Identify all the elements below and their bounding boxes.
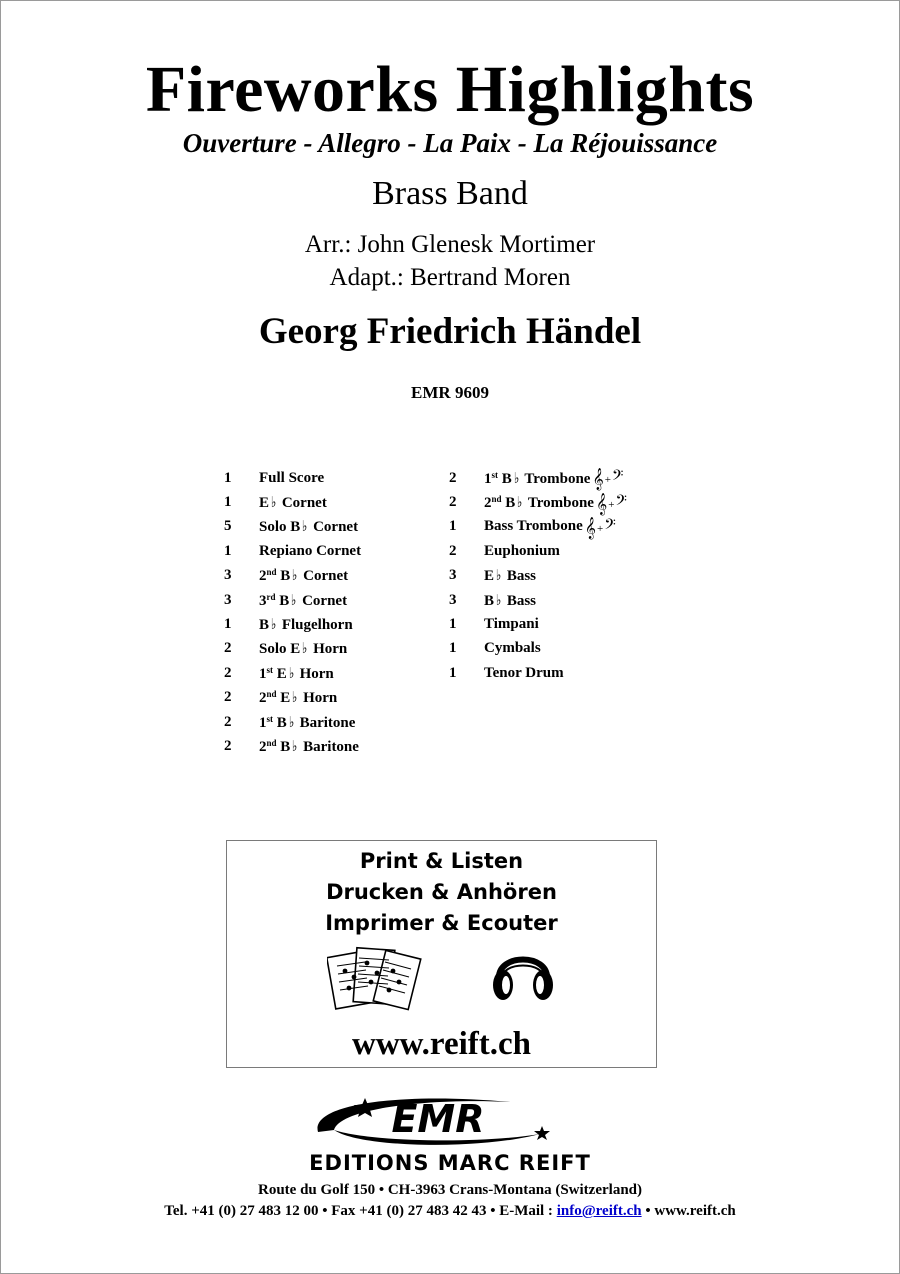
part-name: Repiano Cornet: [259, 542, 362, 559]
publisher-address: Route du Golf 150 • CH-3963 Crans-Montana (Switzerland): [258, 1182, 642, 1198]
part-quantity: 1: [449, 640, 457, 657]
part-row: [224, 490, 424, 514]
flat-sign-icon: ♭: [292, 690, 298, 707]
part-row: [449, 661, 679, 685]
promo-url[interactable]: www.reift.ch: [351, 1026, 532, 1062]
publisher-contact: [0, 1203, 900, 1220]
part-name: 1st E ♭ Horn: [259, 664, 334, 682]
part-name: B ♭ Bass: [484, 592, 537, 609]
part-quantity: 2: [224, 737, 232, 754]
promo-line-german: Drucken & Anhören: [326, 880, 557, 904]
headphones-icon: [489, 939, 557, 1005]
part-quantity: 2: [449, 494, 457, 511]
flat-sign-icon: ♭: [517, 495, 523, 512]
part-name: E ♭ Bass: [484, 568, 537, 585]
emr-logo-text: EMR: [391, 1097, 485, 1141]
part-row: [224, 661, 424, 685]
part-name: Full Score: [259, 469, 325, 486]
flat-sign-icon: ♭: [288, 665, 294, 682]
part-quantity: 1: [224, 616, 232, 633]
part-quantity: 3: [449, 567, 457, 584]
ensemble-label: Brass Band: [372, 175, 528, 212]
part-row: [449, 588, 679, 612]
part-row: [449, 637, 679, 661]
part-quantity: 1: [449, 616, 457, 633]
part-quantity: 1: [449, 518, 457, 535]
part-name: 2nd B ♭ Trombone: [484, 494, 594, 512]
part-name: E ♭ Cornet: [259, 495, 327, 512]
catalog-number: EMR 9609: [411, 383, 489, 402]
part-quantity: 2: [224, 689, 232, 706]
composer-name: Georg Friedrich Händel: [258, 311, 642, 352]
parts-list-left: [224, 466, 424, 759]
treble-bass-clef-icon: 𝄞+𝄢: [592, 467, 624, 491]
part-quantity: 2: [449, 469, 457, 486]
part-name: 1st B ♭ Baritone: [259, 713, 356, 731]
part-name: Solo E ♭ Horn: [259, 641, 348, 658]
part-name: Timpani: [484, 616, 539, 633]
part-row: [449, 539, 679, 563]
part-row: [224, 515, 424, 539]
part-quantity: 2: [224, 713, 232, 730]
part-row: [224, 734, 424, 758]
emr-logo: [310, 1090, 560, 1152]
part-name: 2nd E ♭ Horn: [259, 689, 338, 707]
print-listen-promo-box: [226, 840, 657, 1068]
part-name: Euphonium: [484, 542, 560, 559]
part-row: [224, 466, 424, 490]
promo-line-english: Print & Listen: [359, 849, 524, 873]
part-row: [224, 710, 424, 734]
part-row: [224, 612, 424, 636]
part-name: 2nd B ♭ Baritone: [259, 737, 359, 755]
part-row: [449, 564, 679, 588]
part-name: Tenor Drum: [484, 664, 564, 681]
part-row: [449, 515, 679, 539]
contact-website: • www.reift.ch: [641, 1203, 736, 1219]
part-row: [449, 490, 679, 514]
flat-sign-icon: ♭: [270, 495, 277, 512]
part-quantity: 5: [224, 518, 232, 535]
part-quantity: 1: [224, 494, 232, 511]
adapter-credit: Adapt.: Bertrand Moren: [329, 264, 571, 291]
flat-sign-icon: ♭: [291, 592, 297, 609]
flat-sign-icon: ♭: [292, 568, 298, 585]
part-name: Cymbals: [484, 640, 541, 657]
part-name: 2nd B ♭ Cornet: [259, 567, 349, 585]
promo-line-french: Imprimer & Ecouter: [325, 911, 558, 935]
treble-bass-clef-icon: 𝄞+𝄢: [595, 491, 627, 515]
part-row: [449, 466, 679, 490]
arranger-credit: Arr.: John Glenesk Mortimer: [304, 231, 596, 258]
contact-phone-fax: Tel. +41 (0) 27 483 12 00 • Fax +41 (0) 27 483 42 43 • E-Mail :: [164, 1203, 557, 1219]
flat-sign-icon: ♭: [513, 470, 519, 487]
flat-sign-icon: ♭: [288, 714, 294, 731]
treble-bass-clef-icon: 𝄞+𝄢: [584, 515, 616, 539]
parts-list-right: [449, 466, 679, 686]
part-row: [224, 539, 424, 563]
flat-sign-icon: ♭: [270, 617, 277, 634]
flat-sign-icon: ♭: [302, 519, 308, 536]
part-name: Solo B ♭ Cornet: [259, 519, 359, 536]
part-name: Bass Trombone: [484, 518, 583, 535]
flat-sign-icon: ♭: [292, 738, 298, 755]
flat-sign-icon: ♭: [495, 592, 502, 609]
part-quantity: 3: [449, 591, 457, 608]
part-quantity: 2: [224, 664, 232, 681]
part-row: [224, 564, 424, 588]
part-row: [224, 588, 424, 612]
part-quantity: 1: [449, 664, 457, 681]
sheet-music-icon: [327, 944, 422, 1012]
flat-sign-icon: ♭: [302, 641, 308, 658]
part-name: 1st B ♭ Trombone: [484, 469, 591, 487]
part-quantity: 1: [224, 469, 232, 486]
part-quantity: 3: [224, 591, 232, 608]
email-link[interactable]: info@reift.ch: [556, 1203, 642, 1219]
part-name: B ♭ Flugelhorn: [259, 617, 353, 634]
publisher-name: EDITIONS MARC REIFT: [309, 1151, 591, 1175]
flat-sign-icon: ♭: [495, 568, 502, 585]
part-row: [449, 612, 679, 636]
part-quantity: 2: [224, 640, 232, 657]
part-quantity: 3: [224, 567, 232, 584]
part-quantity: 2: [449, 542, 457, 559]
page-title: Fireworks Highlights: [145, 53, 755, 126]
movement-subtitle: Ouverture - Allegro - La Paix - La Réjouissance: [182, 128, 718, 158]
part-quantity: 1: [224, 542, 232, 559]
part-row: [224, 637, 424, 661]
part-name: 3rd B ♭ Cornet: [259, 591, 348, 609]
part-row: [224, 686, 424, 710]
